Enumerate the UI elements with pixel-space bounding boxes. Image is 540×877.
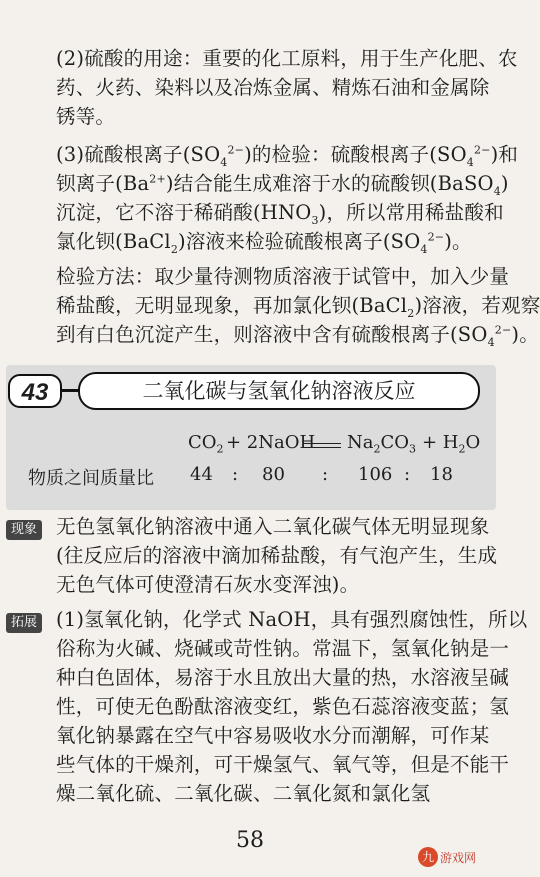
paragraph-phenomenon [56,512,498,599]
text-line: (1)氢氧化钠，化学式 NaOH，具有强烈腐蚀性，所以 [56,608,528,631]
text-line: 沉淀，它不溶于稀硝酸$(HNO_3)$，所以常用稀盐酸和 [56,201,504,227]
equation-equals-sign [303,443,341,448]
text-line: 燥二氧化硫、二氧化碳、二氧化氮和氯化氢 [56,782,431,805]
mass-value: 80 [262,464,285,485]
mass-value: 44 [190,464,213,485]
watermark-logo-icon: 九 [418,847,438,867]
product-h2o: + $H_2O$ [422,432,481,456]
text-line: 药、火药、染料以及冶炼金属、精炼石油和金属除 [56,76,490,99]
watermark-text: 游戏网 [440,851,477,865]
extension-tag: 拓展 [6,613,42,633]
text-line: 无色氢氧化钠溶液中通入二氧化碳气体无明显现象 [56,515,490,538]
text-line: (2)硫酸的用途：重要的化工原料，用于生产化肥、农 [56,47,518,70]
text-line: 无色气体可使澄清石灰水变浑浊)。 [56,573,360,596]
text-line: 氧化钠暴露在空气中容易吸收水分而潮解，可作某 [56,724,490,747]
text-line: (往反应后的溶液中滴加稀盐酸，有气泡产生，生成 [56,544,498,567]
text-line: 锈等。 [56,105,116,128]
mass-ratio-label: 物质之间质量比 [28,468,154,489]
reactant-co2: $CO_2$ [188,432,224,456]
text-line: 氯化钡(BaCl$_2$)溶液来检验硫酸根离子$(SO_4^{2-})$。 [56,230,472,256]
paragraph-extension [56,605,528,808]
page-number: 58 [236,828,264,853]
ratio-colon: : [322,464,329,485]
ratio-colon: : [232,464,239,485]
paragraph-sulfuric-acid-uses [56,44,518,131]
watermark [418,847,498,869]
text-line: 稀盐酸，无明显现象，再加氯化钡(BaCl$_2$)溶液，若观察 [56,294,540,320]
paragraph-test-method [56,262,540,349]
reactant-naoh: + 2NaOH [226,432,316,453]
text-line: 性，可使无色酚酞溶液变红，紫色石蕊溶液变蓝；氢 [56,695,510,718]
ratio-colon: : [404,464,411,485]
phenomenon-tag: 现象 [6,520,42,540]
text-line: 俗称为火碱、烧碱或苛性钠。常温下，氢氧化钠是一 [56,637,510,660]
text-line: 种白色固体，易溶于水且放出大量的热，水溶液呈碱 [56,666,510,689]
mass-value: 18 [430,464,453,485]
section-title: 二氧化碳与氢氧化钠溶液反应 [78,372,480,410]
text-line: 到有白色沉淀产生，则溶液中含有硫酸根离子$(SO_4^{2-})$。 [56,323,539,349]
mass-value: 106 [358,464,393,485]
text-line: 检验方法：取少量待测物质溶液于试管中，加入少量 [56,265,510,288]
section-number-badge: 43 [8,374,62,408]
product-na2co3: $Na_2CO_3$ [347,432,417,456]
text-line: (3)硫酸根离子$(SO_4^{2-})$的检验：硫酸根离子$(SO_4^{2-})$和 [56,143,519,169]
paragraph-sulfate-test [56,140,519,256]
text-line: 钡离子$(Ba^{2+})$结合能生成难溶于水的硫酸钡(BaSO$_4$) [56,172,509,198]
text-line: 些气体的干燥剂，可干燥氢气、氧气等，但是不能干 [56,753,510,776]
